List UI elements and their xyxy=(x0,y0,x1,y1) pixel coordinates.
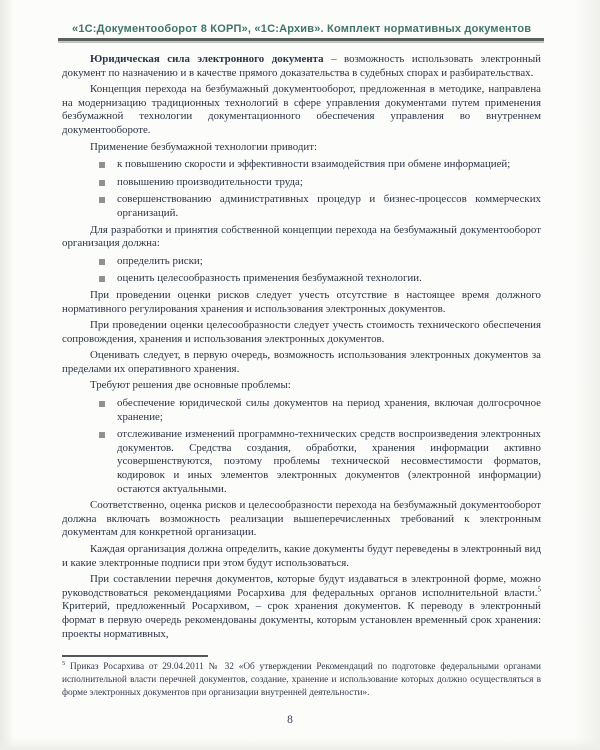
page-edge-shadow-right xyxy=(574,0,600,750)
paragraph-problems: Требуют решения две основные проблемы: xyxy=(90,379,291,392)
paragraph-feasibility: При проведении оценки целесообразности следует учесть стоимость технического обеспечения сопровождения, хранения и использования электронных документов. xyxy=(62,319,541,345)
page-edge-shadow-left xyxy=(0,0,14,750)
paragraph-evaluate: Оценивать следует, в первую очередь, возможность использования электронных документов за пределами их оперативного хранения. xyxy=(62,349,541,375)
list-item-text: к повышению скорости и эффективности взаимодействия при обмене информацией; xyxy=(117,158,511,171)
bullet-list-develop xyxy=(62,255,541,286)
list-item-text: совершенствованию административных процедур и бизнес-процессов коммерческих организаций. xyxy=(117,193,541,219)
lead-term: Юридическая сила электронного документа xyxy=(90,53,324,65)
bullet-square-icon xyxy=(99,197,105,203)
list-docs-after-ref: Критерий, предложенный Росархивом, – срок хранения документов. К переводу в электронный формат в первую очередь рекомендованы документы, которым установлен временный срок хранения: проекты нормативных, xyxy=(62,600,541,640)
bullet-square-icon xyxy=(99,162,105,168)
footnote xyxy=(62,655,541,700)
footnote-reference: 5 xyxy=(537,585,541,594)
list-item-text: повышению производительности труда; xyxy=(117,175,303,188)
list-docs-before-ref: При составлении перечня документов, которые будут издаваться в электронной форме, можно руководствоваться рекомендациями Росархива для федеральных органов исполнительной власти. xyxy=(62,573,541,599)
paragraph-develop: Для разработки и принятия собственной концепции перехода на безбумажный документооборот организация должна: xyxy=(62,223,541,250)
paragraph-each-org: Каждая организация должна определить, какие документы будут переведены в электронный вид и какие электронные подписи при этом будут использоваться. xyxy=(62,543,541,569)
bullet-square-icon xyxy=(99,432,105,438)
list-item-text: отслеживание изменений программно-технических средств воспроизведения электронных документов. Средства создания, обработки, хранения информации активно усовершенствуются, поэтому проблемы технической несовместимости форматов, кодировок и иных элементов электронных документов (электронной информации) остаются актуальными. xyxy=(117,428,541,495)
bullet-list-problems xyxy=(62,397,541,496)
document-body xyxy=(62,53,541,641)
header-title: «1С:Документооборот 8 КОРП», «1С:Архив». Комплект нормативных документов xyxy=(72,23,532,35)
page-header xyxy=(58,23,544,43)
list-item xyxy=(62,272,541,286)
bullet-square-icon xyxy=(99,276,105,282)
list-item xyxy=(62,176,541,190)
bullet-list-apply xyxy=(62,158,541,220)
page-number: 8 xyxy=(287,714,293,726)
paragraph-risks: При проведении оценки рисков следует учесть отсутствие в настоящее время должного нормативного регулирования хранения и использования электронных документов. xyxy=(62,288,541,315)
list-item xyxy=(62,428,541,496)
paragraph-list-docs xyxy=(62,573,541,641)
footnote-marker: 5 xyxy=(62,659,66,667)
bullet-square-icon xyxy=(99,259,105,265)
list-item xyxy=(62,255,541,269)
bullet-square-icon xyxy=(99,401,105,407)
paragraph-accordingly: Соответственно, оценка рисков и целесообразности перехода на безбумажный документооборот должна включать возможность реализации вышеперечисленных требований к электронным документам для конкретной организации. xyxy=(62,499,541,539)
list-item xyxy=(62,158,541,172)
list-item-text: оценить целесообразность применения безбумажной технологии. xyxy=(117,272,422,285)
header-rule xyxy=(58,38,544,43)
lead-rest: – возможность использовать электронный документ по назначению и в качестве прямого доказательства в судебных спорах и разбирательствах. xyxy=(62,53,541,79)
page-edge-shadow-bottom xyxy=(0,738,600,750)
paragraph-apply: Применение безбумажной технологии приводит: xyxy=(90,140,318,153)
list-item-text: обеспечение юридической силы документов на период хранения, включая долгосрочное хранение; xyxy=(117,397,541,423)
paragraph-lead xyxy=(62,53,541,80)
footnote-text: Приказ Росархива от 29.04.2011 № 32 «Об утверждении Рекомендаций по подготовке федеральными органами исполнительной власти перечней документов, создание, хранение и использование которых должно осуществляться в форме электронных документов при организации внутренней деятельности». xyxy=(62,662,541,698)
list-item xyxy=(62,193,541,220)
footnote-separator-rule xyxy=(62,655,208,657)
paragraph-concept: Концепция перехода на безбумажный документооборот, предложенная в методике, направлена на модернизацию традиционных технологий в сфере управления документами путем применения безбумажной технологии документационного обеспечения управления во внутреннем документообороте. xyxy=(62,83,541,136)
list-item-text: определить риски; xyxy=(117,254,203,267)
footnote-text-block xyxy=(62,661,541,700)
bullet-square-icon xyxy=(99,180,105,186)
list-item xyxy=(62,397,541,424)
